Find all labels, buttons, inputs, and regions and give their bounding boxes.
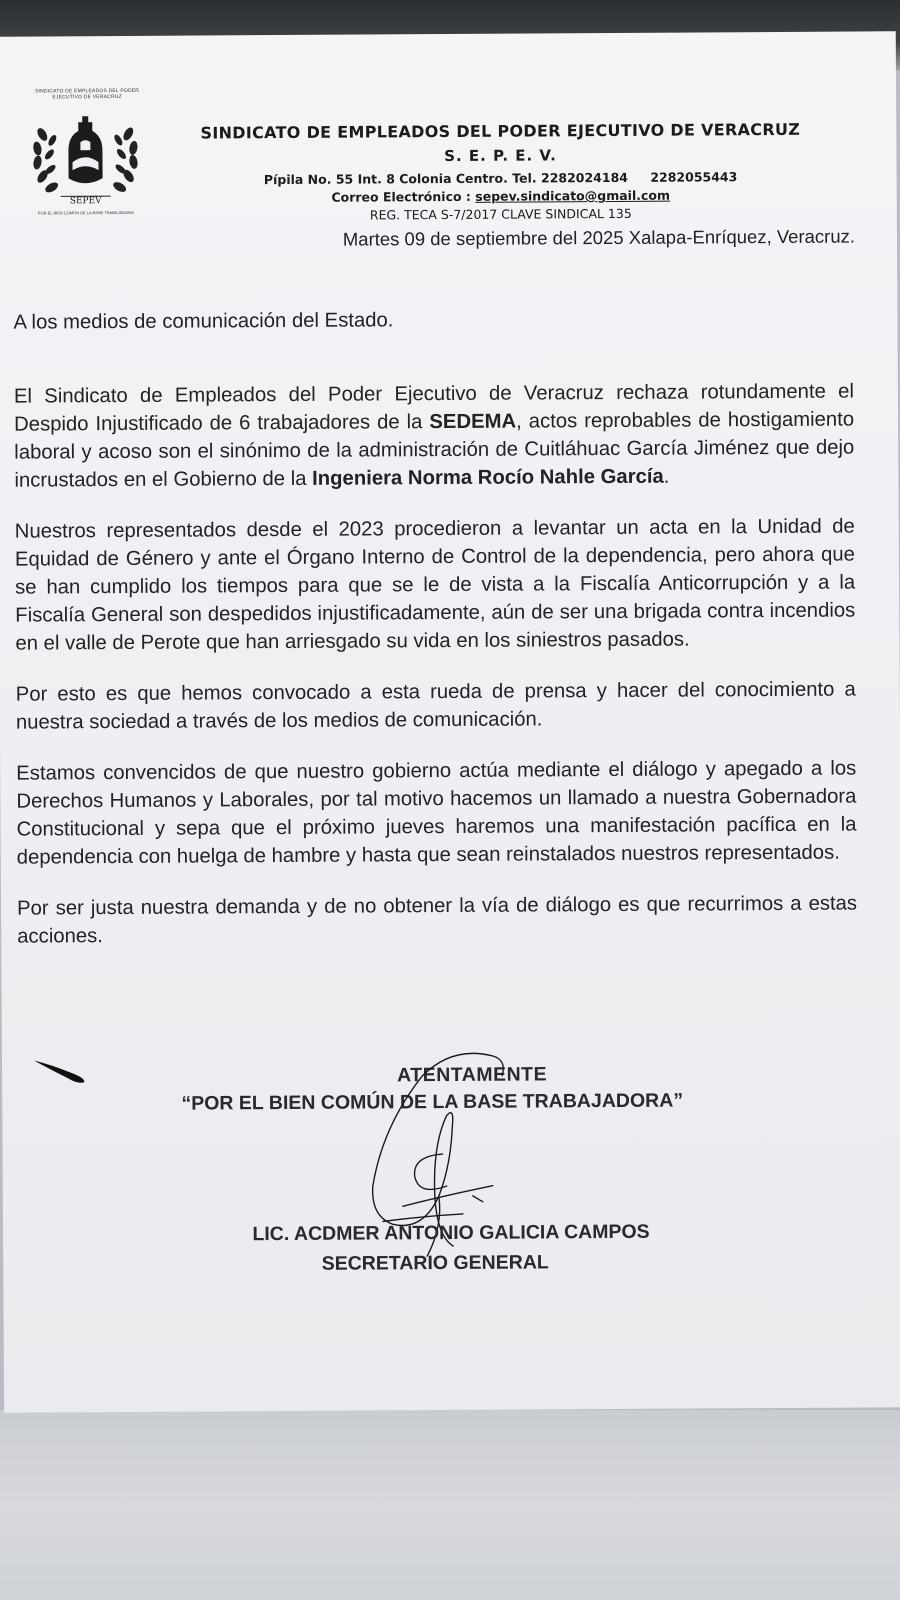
logo-bottom-text: POR EL BIEN COMÚN DE LA BASE TRABAJADORA	[37, 209, 134, 216]
paragraph-2: Nuestros representados desde el 2023 procedieron a levantar un acta en la Unidad de Equidad de Género y ante el Órgano Interno de Control de la dependencia, pero ahora que se han cumplido los tiempos para que se le de vista a la Fiscalía Anticorrupción y a la Fiscalía General son despedidos injustificadamente, aún de ser una brigada contra incendios en el valle de Perote que han arriesgado su vida en los siniestros pasados.	[14, 515, 856, 655]
letter-body	[13, 304, 857, 974]
email-link[interactable]: sepev.sindicato@gmail.com	[475, 187, 671, 204]
union-acronym: S. E. P. E. V.	[444, 146, 557, 166]
paragraph-3: Por esto es que hemos convocado a esta rueda de prensa y hacer del conocimiento a nuestra sociedad a través de los medios de comunicación.	[15, 678, 856, 734]
background-table	[0, 1410, 900, 1600]
union-name: SINDICATO DE EMPLEADOS DEL PODER EJECUTIVO DE VERACRUZ	[200, 119, 801, 143]
paragraph-1-bold-governor: Ingeniera Norma Rocío Nahle García	[312, 465, 664, 490]
salutation: A los medios de comunicación del Estado.	[13, 309, 394, 334]
logo-top-text: SINDICATO DE EMPLEADOS DEL PODER EJECUTIVO DE VERACRUZ	[34, 87, 140, 101]
phone-2: 2282055443	[650, 169, 738, 185]
paragraph-1	[14, 378, 855, 495]
email-line	[181, 187, 821, 206]
closing-motto: “POR EL BIEN COMÚN DE LA BASE TRABAJADORA”	[181, 1089, 684, 1115]
phone-1: 2282024184	[540, 169, 628, 186]
closing-atentamente: ATENTAMENTE	[397, 1063, 548, 1087]
letterhead-text	[180, 120, 821, 224]
paragraph-4: Estamos convencidos de que nuestro gobierno actúa mediante el diálogo y apegado a los Derechos Humanos y Laborales, por tal motivo hacemos un llamado a nuestra Gobernadora Constitucional y sepa que el próximo jueves haremos una manifestación pacífica en la dependencia con huelga de hambre y hasta que sean reinstalados nuestros representados.	[16, 757, 857, 869]
letter-date: Martes 09 de septiembre del 2025 Xalapa-Enríquez, Veracruz.	[342, 225, 856, 250]
logo-label: SEPEV	[69, 196, 102, 207]
signer-name: LIC. ACDMER ANTONIO GALICIA CAMPOS	[252, 1220, 650, 1246]
paragraph-5: Por ser justa nuestra demanda y de no obtener la vía de diálogo es que recurrimos a estas acciones.	[16, 892, 858, 948]
letter-page	[0, 31, 900, 1412]
union-logo	[20, 87, 151, 216]
registration: REG. TECA S-7/2017 CLAVE SINDICAL 135	[369, 205, 632, 223]
paragraph-1-bold-sedema: SEDEMA	[429, 410, 517, 434]
paragraph-1-text-a: El Sindicato de Empleados del Poder Ejecutivo de Veracruz rechaza rotundamente el Despido Injustificado de 6 trabajadores de la	[13, 380, 854, 436]
address-line	[181, 169, 821, 188]
paragraph-1-text-c: .	[663, 465, 670, 488]
signer-block	[3, 1215, 900, 1280]
tel-label: Tel.	[512, 170, 537, 186]
email-label: Correo Electrónico :	[331, 188, 471, 205]
address: Pípila No. 55 Int. 8 Colonia Centro.	[263, 170, 508, 188]
paragraph-1-text-b: , actos reprobables de hostigamiento laboral y acoso son el sinónimo de la administración de Cuitláhuac García Jiménez que dejo incrustados en el Gobierno de la	[14, 408, 855, 492]
signer-role: SECRETARIO GENERAL	[321, 1251, 549, 1275]
